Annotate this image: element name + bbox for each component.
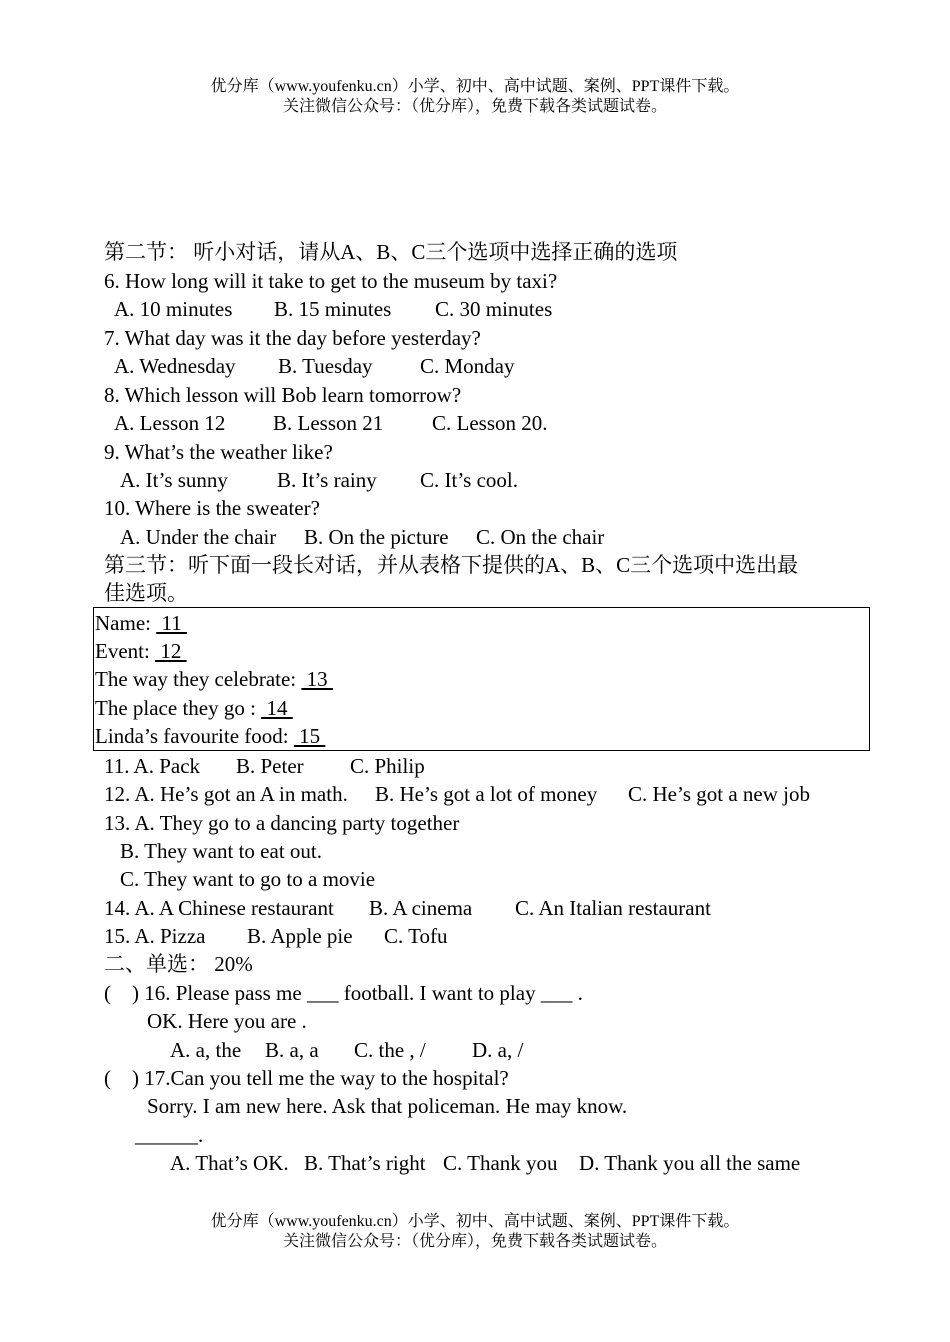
option-b: B. a, a <box>265 1038 319 1062</box>
question-16-reply: OK. Here you are . <box>147 1009 307 1033</box>
option-c: C. He’s got a new job <box>628 782 810 806</box>
option-b: B. 15 minutes <box>274 297 392 321</box>
option-d: D. a, / <box>472 1038 524 1062</box>
row-label: Name: <box>95 611 157 635</box>
blank-14: 14 <box>261 696 293 720</box>
option-b: B. It’s rainy <box>277 468 377 492</box>
section3-title-line-1: 第三节：听下面一段长对话，并从表格下提供的A、B、C三个选项中选出最 <box>104 553 799 577</box>
answer-13-c: C. They want to go to a movie <box>120 867 376 891</box>
part2-title: 二、单选： 20% <box>104 952 253 976</box>
blank-12: 12 <box>155 639 187 663</box>
info-table <box>93 607 870 751</box>
option-c: C. the , / <box>354 1038 426 1062</box>
page-footer <box>0 1212 950 1252</box>
option-c: C. Thank you <box>443 1151 558 1175</box>
question-17-options <box>170 1149 800 1177</box>
footer-line-2: 关注微信公众号：（优分库），免费下载各类试题试卷。 <box>282 1233 667 1250</box>
answer-13-a: 13. A. They go to a dancing party together <box>104 811 460 835</box>
question-7: 7. What day was it the day before yesterday? <box>104 326 481 350</box>
question-6-options <box>114 295 552 323</box>
option-a: 14. A. A Chinese restaurant <box>104 896 334 920</box>
option-a: A. It’s sunny <box>120 468 228 492</box>
option-d: D. Thank you all the same <box>579 1151 801 1175</box>
table-row <box>95 694 293 722</box>
page-header <box>0 77 950 117</box>
answer-14 <box>104 894 711 922</box>
row-label: The way they celebrate: <box>95 667 302 691</box>
option-c: C. Tofu <box>384 924 448 948</box>
option-b: B. That’s right <box>304 1151 426 1175</box>
option-a: 11. A. Pack <box>104 754 201 778</box>
option-c: C. An Italian restaurant <box>515 896 711 920</box>
option-b: B. He’s got a lot of money <box>375 782 598 806</box>
question-17-blank: ______. <box>135 1123 204 1147</box>
table-row <box>95 637 187 665</box>
option-a: A. Lesson 12 <box>114 411 226 435</box>
answer-12 <box>104 780 810 808</box>
question-8-options <box>114 409 548 437</box>
section2-title: 第二节： 听小对话，请从A、B、C三个选项中选择正确的选项 <box>104 240 678 264</box>
option-c: C. Monday <box>420 354 515 378</box>
question-16-options <box>170 1036 523 1064</box>
section3-title-line-2: 佳选项。 <box>104 581 188 605</box>
question-6: 6. How long will it take to get to the museum by taxi? <box>104 269 558 293</box>
question-10-options <box>120 523 604 551</box>
option-b: B. Lesson 21 <box>273 411 384 435</box>
question-8: 8. Which lesson will Bob learn tomorrow? <box>104 383 462 407</box>
option-a: A. That’s OK. <box>170 1151 289 1175</box>
row-label: The place they go : <box>95 696 262 720</box>
answer-11 <box>104 752 425 780</box>
option-c: C. Lesson 20. <box>432 411 548 435</box>
table-row <box>95 665 333 693</box>
question-9-options <box>120 466 518 494</box>
footer-line-1: 优分库（www.youfenku.cn）小学、初中、高中试题、案例、PPT课件下载。 <box>210 1213 740 1230</box>
question-9: 9. What’s the weather like? <box>104 440 333 464</box>
question-7-options <box>114 352 515 380</box>
option-c: C. 30 minutes <box>435 297 553 321</box>
option-a: A. Wednesday <box>114 354 236 378</box>
question-10: 10. Where is the sweater? <box>104 496 320 520</box>
option-c: C. Philip <box>350 754 425 778</box>
blank-15: 15 <box>293 724 326 748</box>
row-label: Event: <box>95 639 156 663</box>
question-17-reply: Sorry. I am new here. Ask that policeman. He may know. <box>147 1094 628 1118</box>
option-a: A. a, the <box>170 1038 242 1062</box>
question-16: ( ) 16. Please pass me ___ football. I want to play ___ . <box>104 981 583 1005</box>
blank-11: 11 <box>156 611 187 635</box>
option-b: B. A cinema <box>369 896 473 920</box>
question-17: ( ) 17.Can you tell me the way to the hospital? <box>104 1066 509 1090</box>
option-c: C. On the chair <box>476 525 605 549</box>
option-a: A. 10 minutes <box>114 297 233 321</box>
answer-15 <box>104 922 447 950</box>
table-row <box>95 609 187 637</box>
option-b: B. Peter <box>236 754 304 778</box>
table-row <box>95 722 325 750</box>
option-b: B. Apple pie <box>247 924 353 948</box>
row-label: Linda’s favourite food: <box>95 724 294 748</box>
option-a: 12. A. He’s got an A in math. <box>104 782 348 806</box>
header-line-1: 优分库（www.youfenku.cn）小学、初中、高中试题、案例、PPT课件下载。 <box>210 78 740 95</box>
option-a: A. Under the chair <box>120 525 277 549</box>
option-b: B. Tuesday <box>278 354 373 378</box>
option-c: C. It’s cool. <box>420 468 518 492</box>
option-a: 15. A. Pizza <box>104 924 206 948</box>
option-b: B. On the picture <box>304 525 449 549</box>
answer-13-b: B. They want to eat out. <box>120 839 322 863</box>
blank-13: 13 <box>301 667 333 691</box>
header-line-2: 关注微信公众号：（优分库），免费下载各类试题试卷。 <box>282 98 667 115</box>
